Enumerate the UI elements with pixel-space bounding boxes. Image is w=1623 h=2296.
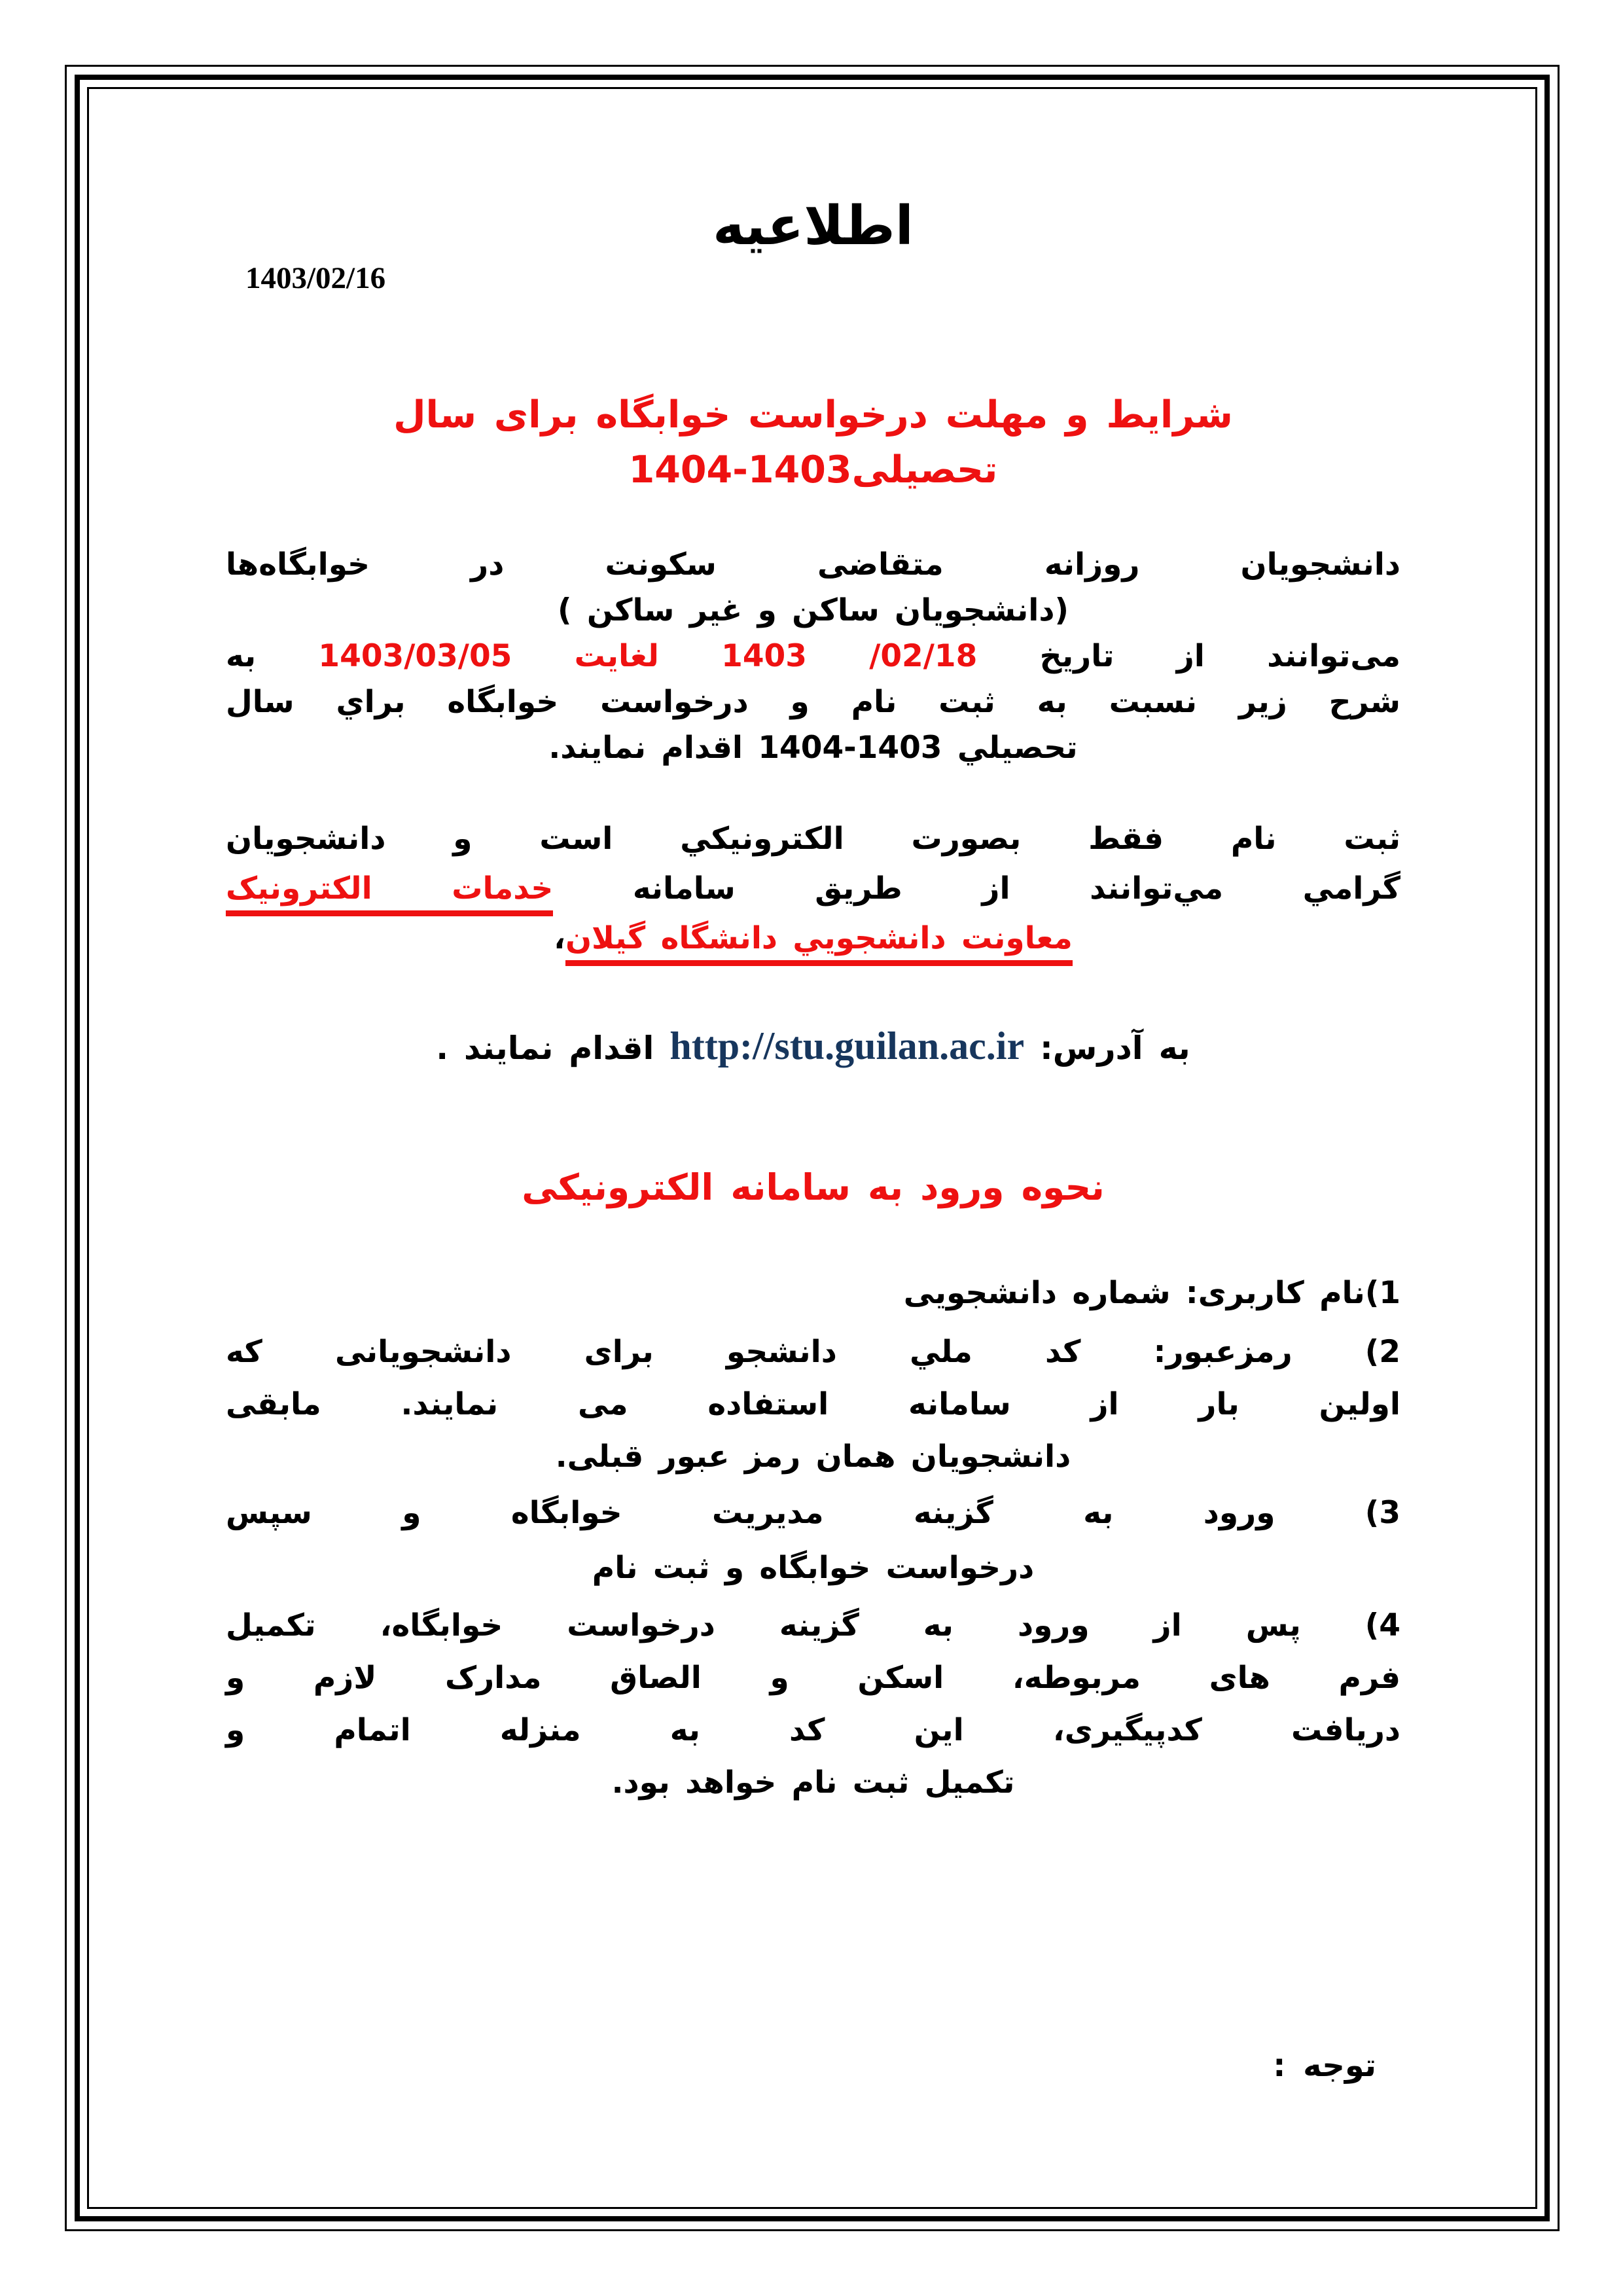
text-segment: 3) ورود به گزینه مدیریت خوابگاه و سپس xyxy=(226,1495,1400,1531)
red-underlined-text: معاونت دانشجویي دانشگاه گیلان xyxy=(565,920,1073,966)
text-line xyxy=(226,542,1400,588)
text-line xyxy=(226,387,1400,442)
text-line xyxy=(226,1431,1400,1483)
text-segment: درخواست خوابگاه و ثبت نام xyxy=(592,1550,1035,1586)
text-line xyxy=(226,864,1400,914)
red-underlined-text: خدمات الکترونیک xyxy=(226,870,553,916)
text-segment: ، xyxy=(554,920,565,956)
text-segment: شرح زیر نسبت به ثبت نام و درخواست خوابگاه براي سال xyxy=(226,684,1400,720)
text-segment: (دانشجویان ساکن و غیر ساکن ) xyxy=(558,592,1069,628)
text-segment: 1)نام کاربری: شماره دانشجویی xyxy=(903,1275,1400,1311)
text-segment: نحوه ورود به سامانه الکترونیکی xyxy=(522,1166,1105,1208)
login-step-3 xyxy=(226,1486,1400,1596)
text-segment: گرامي مي‌توانند از طریق سامانه xyxy=(553,870,1400,906)
text-segment: 02/18/ 1403 لغایت 1403/03/05 xyxy=(318,638,978,674)
registration-paragraph xyxy=(226,814,1400,963)
notice-date: 1403/02/16 xyxy=(245,261,386,295)
text-segment: تکمیل ثبت نام خواهد بود. xyxy=(611,1765,1015,1801)
text-line xyxy=(226,1013,1400,1081)
text-segment: اولین بار از سامانه استفاده می نمایند. مابقی xyxy=(226,1386,1400,1422)
text-segment: شرایط و مهلت درخواست خوابگاه برای سال xyxy=(393,393,1233,437)
text-segment: تحصیلي 1403-1404 اقدام نمایند. xyxy=(548,730,1078,766)
text-segment: به xyxy=(226,638,319,674)
text-segment: می‌توانند از تاریخ xyxy=(977,638,1401,674)
subject-heading xyxy=(226,387,1400,497)
login-step-1 xyxy=(226,1270,1400,1317)
attention-note: توجه : xyxy=(1273,2047,1376,2084)
login-section-heading xyxy=(226,1160,1400,1215)
address-line xyxy=(226,1013,1400,1081)
text-segment: دریافت کدپیگیری، این کد به منزله اتمام و xyxy=(226,1712,1400,1748)
text-segment: ثبت نام فقط بصورت الکترونیکي است و دانشجویان xyxy=(226,821,1400,857)
text-line xyxy=(226,1270,1400,1317)
text-line xyxy=(226,1757,1400,1809)
text-line xyxy=(226,442,1400,497)
notice-title: اطلاعیه xyxy=(713,195,914,257)
text-segment: فرم های مربوطه، اسکن و الصاق مدارک لازم و xyxy=(226,1660,1400,1696)
text-line xyxy=(226,1541,1400,1596)
intro-paragraph xyxy=(226,542,1400,771)
text-line xyxy=(226,634,1400,679)
text-segment: دانشجویان روزانه متقاضی سکونت در خوابگاه‌ها xyxy=(226,547,1400,583)
text-segment: 4) پس از ورود به گزینه درخواست خوابگاه، تکمیل xyxy=(226,1607,1400,1643)
text-line xyxy=(226,1160,1400,1215)
text-line xyxy=(226,1326,1400,1378)
text-line xyxy=(226,1704,1400,1757)
text-line xyxy=(226,914,1400,963)
text-line xyxy=(226,1486,1400,1541)
text-segment: تحصیلی1403-1404 xyxy=(628,448,998,492)
text-segment: دانشجویان همان رمز عبور قبلی. xyxy=(555,1439,1071,1475)
text-line xyxy=(226,679,1400,725)
text-line xyxy=(226,1600,1400,1652)
text-segment: به آدرس: xyxy=(1024,1030,1190,1067)
text-line xyxy=(226,1378,1400,1431)
login-step-4 xyxy=(226,1600,1400,1809)
text-segment: اقدام نمایند . xyxy=(436,1030,670,1067)
website-url: http://stu.guilan.ac.ir xyxy=(669,1024,1025,1067)
text-line xyxy=(226,1652,1400,1704)
text-line xyxy=(226,814,1400,864)
text-segment: 2) رمزعبور: کد ملي دانشجو برای دانشجویانی که xyxy=(226,1334,1400,1370)
login-step-2 xyxy=(226,1326,1400,1483)
text-line xyxy=(226,725,1400,771)
text-line xyxy=(226,588,1400,634)
